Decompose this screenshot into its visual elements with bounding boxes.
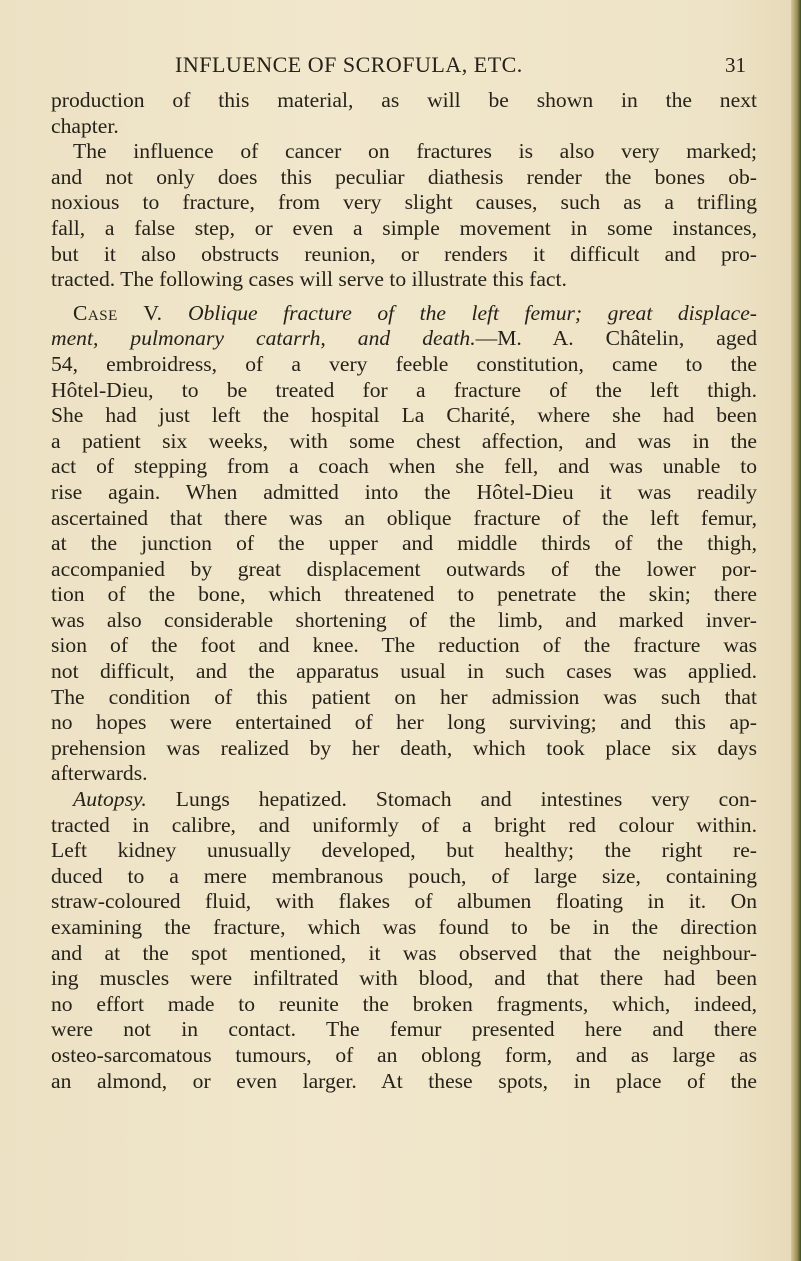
text-line: accompanied by great displacement outwards of the lower por- <box>51 556 757 581</box>
autopsy-label: Autopsy. <box>73 787 147 812</box>
case-heading-line <box>51 301 757 327</box>
text-line: was also considerable shortening of the limb, and marked inver- <box>51 607 757 632</box>
text-line: afterwards. <box>51 761 148 786</box>
text-line: a patient six weeks, with some chest affection, and was in the <box>51 428 757 453</box>
text-line: ascertained that there was an oblique fracture of the left femur, <box>51 505 757 530</box>
text-line: osteo-sarcomatous tumours, of an oblong form, and as large as <box>51 1042 757 1067</box>
text-line: Hôtel-Dieu, to be treated for a fracture of the left thigh. <box>51 377 757 402</box>
page-header <box>0 52 801 82</box>
paragraph-gap <box>51 293 757 301</box>
text-line: straw-coloured fluid, with flakes of albumen floating in it. On <box>51 889 757 914</box>
autopsy-text: Lungs hepatized. Stomach and intestines very con- <box>175 787 757 812</box>
text-line: ing muscles were infiltrated with blood, and that there had been <box>51 966 757 991</box>
text-line: tion of the bone, which threatened to penetrate the skin; there <box>51 582 757 607</box>
text-line: but it also obstructs reunion, or renders it difficult and pro- <box>51 241 757 266</box>
text-line: noxious to fracture, from very slight causes, such as a trifling <box>51 190 757 215</box>
text-line: an almond, or even larger. At these spots, in place of the <box>51 1068 757 1093</box>
text-line: no hopes were entertained of her long surviving; and this ap- <box>51 710 757 735</box>
case-label: Case V. <box>73 300 163 325</box>
running-head: INFLUENCE OF SCROFULA, ETC. <box>175 52 523 77</box>
text-line: at the junction of the upper and middle thirds of the thigh, <box>51 531 757 556</box>
text-line: examining the fracture, which was found to be in the direction <box>51 915 757 939</box>
text-line: act of stepping from a coach when she fell, and was unable to <box>51 454 757 479</box>
text-line: tracted in calibre, and uniformly of a bright red colour within. <box>51 812 757 837</box>
case-patient: —M. A. Châtelin, aged <box>475 326 758 351</box>
text-line: production of this material, as will be shown in the next <box>51 88 757 112</box>
text-line: rise again. When admitted into the Hôtel-Dieu it was readily <box>51 479 757 504</box>
text-line: sion of the foot and knee. The reduction of the fracture was <box>51 633 757 658</box>
text-line: not difficult, and the apparatus usual in such cases was applied. <box>51 659 757 684</box>
text-line: and not only does this peculiar diathesis render the bones ob- <box>51 164 757 189</box>
body-text <box>51 88 757 1094</box>
text-line: prehension was realized by her death, which took place six days <box>51 735 757 760</box>
case-heading-line <box>51 326 757 352</box>
text-line: no effort made to reunite the broken fragments, which, indeed, <box>51 991 757 1016</box>
text-line: The influence of cancer on fractures is also very marked; <box>73 139 757 164</box>
text-line: fall, a false step, or even a simple movement in some instances, <box>51 215 757 240</box>
text-line: 54, embroidress, of a very feeble constitution, came to the <box>51 351 757 376</box>
text-line: were not in contact. The femur presented here and there <box>51 1017 757 1042</box>
case-title: Oblique fracture of the left femur; great displace- <box>188 300 757 325</box>
text-line: She had just left the hospital La Charité, where she had been <box>51 403 757 428</box>
text-line: Left kidney unusually developed, but healthy; the right re- <box>51 838 757 863</box>
case-title-continued: ment, pulmonary catarrh, and death. <box>51 326 476 351</box>
autopsy-heading-line <box>51 787 757 813</box>
page-number: 31 <box>725 53 746 77</box>
text-line: tracted. The following cases will serve to illustrate this fact. <box>51 267 567 292</box>
text-line: and at the spot mentioned, it was observed that the neighbour- <box>51 940 757 965</box>
text-line: The condition of this patient on her admission was such that <box>51 684 757 709</box>
text-line: duced to a mere membranous pouch, of large size, containing <box>51 863 757 888</box>
page-edge-shadow <box>791 0 801 1261</box>
text-line: chapter. <box>51 113 119 138</box>
